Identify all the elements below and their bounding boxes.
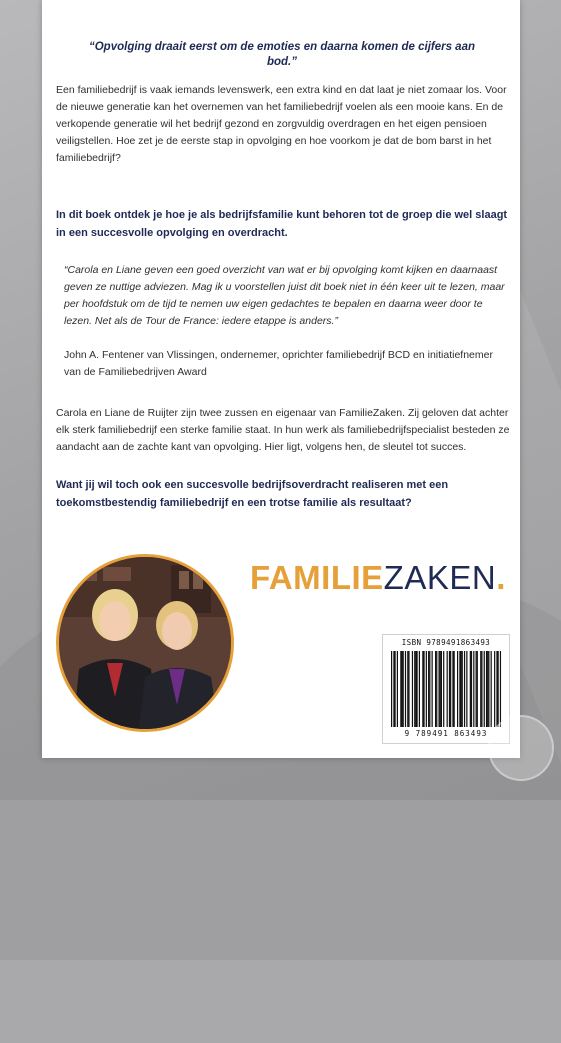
barcode-bar [462,651,463,727]
barcode-bar [457,651,458,727]
logo-dot: . [496,559,506,596]
barcode-bar [452,651,453,727]
barcode-bar [487,651,488,727]
logo-part-zaken: ZAKEN [383,559,497,596]
authors-photo-illustration [59,557,231,729]
barcode-bars [383,635,509,743]
back-cover-page [42,0,520,758]
barcode-bar [397,651,398,727]
barcode-bar [496,651,497,727]
barcode-bar [441,651,442,727]
barcode-bar [464,651,465,727]
barcode-bar [480,651,481,727]
barcode-bar [407,651,408,727]
authors-photo [56,554,234,732]
barcode-bar [488,651,489,727]
barcode-bar [481,651,482,727]
authors-paragraph: Carola en Liane de Ruijter zijn twee zussen en eigenaar van FamilieZaken. Zij geloven dat achter elk sterk familiebedrijf een sterke familie staat. In hun werk als familiebedrijfspecialist besteden ze aandacht aan de zachte kant van opvolging. Hier ligt, volgens hen, de sleutel tot succes. [56,407,510,453]
testimonial-attribution: John A. Fentener van Vlissingen, ondernemer, oprichter familiebedrijf BCD en initiatiefnemer van de Familiebedrijven Award [64,349,493,378]
familiezaken-logo [250,558,512,598]
barcode-bar [436,651,437,727]
barcode-bar [429,651,430,727]
barcode-bar [449,651,450,727]
barcode-bar [476,651,477,727]
barcode-bar [460,651,461,727]
barcode-bar [428,651,429,727]
barcode-bar [400,651,401,727]
barcode-bar [466,651,467,727]
highlight-statement: In dit boek ontdek je hoe je als bedrijfsfamilie kunt behoren tot de groep die wel slaagt in een succesvolle opvolging en overdracht. [56,209,508,239]
barcode-bar [423,651,424,727]
barcode-bar [405,651,406,727]
barcode-bar [498,651,499,727]
barcode-bar [477,651,478,727]
barcode-bar [454,651,455,727]
barcode-bar [494,651,495,727]
isbn-barcode [382,634,510,744]
barcode-bar [403,651,404,727]
barcode-bar [459,651,460,727]
call-to-action: Want jij wil toch ook een succesvolle bedrijfsoverdracht realiseren met een toekomstbestendig familiebedrijf en een trotse familie als resultaat? [56,479,449,509]
barcode-bar [500,651,501,727]
barcode-bar [408,651,409,727]
barcode-bar [416,651,417,727]
corner-watermark [488,715,554,781]
barcode-bar [401,651,402,727]
barcode-bar [435,651,436,727]
barcode-bar [419,651,420,727]
barcode-bar [426,651,427,727]
testimonial-quote: “Carola en Liane geven een goed overzicht van wat er bij opvolging komt kijken en daarnaast geven ze nuttige adviezen. Mag ik u voorstellen juist dit boek niet in één keer uit te lezen, maar per hoofdstuk om de tijd te nemen uw eigen gedachtes te bepalen en daarna weer door te lezen. Net als de Tour de France: iedere etappe is anders.” [64,264,505,327]
barcode-bar [440,651,441,727]
barcode-bar [450,651,451,727]
barcode-bar [394,651,395,727]
barcode-bar [447,651,448,727]
barcode-bar [484,651,485,727]
barcode-bar [491,651,492,727]
barcode-bar [470,651,471,727]
barcode-bar [412,651,413,727]
barcode-bar [471,651,472,727]
barcode-bar [393,651,394,727]
barcode-digits: 9 789491 863493 [404,729,488,738]
barcode-bar [432,651,433,727]
logo-part-familie: FAMILIE [250,559,384,596]
barcode-bar [422,651,423,727]
opening-quote: “Opvolging draait eerst om de emoties en daarna komen de cijfers aan bod.” [88,41,475,68]
intro-paragraph: Een familiebedrijf is vaak iemands levenswerk, een extra kind en dat laat je niet zomaar los. Voor de nieuwe generatie kan het overnemen van het familiebedrijf voelen als een mooie kans. En de verkopende generatie wil het bedrijf gezond en zorgvuldig overdragen en het eigen pensioen veiligstellen. Hoe zet je de eerste stap in opvolging en hoe voorkom je dat de bom barst in het familiebedrijf? [56,84,507,164]
barcode-bar [391,651,392,727]
barcode-bar [414,651,415,727]
barcode-bar [438,651,439,727]
barcode-bar [415,651,416,727]
barcode-bar [486,651,487,727]
barcode-bar [443,651,444,727]
barcode-bar [473,651,474,727]
isbn-label: ISBN 9789491863493 [401,638,491,647]
